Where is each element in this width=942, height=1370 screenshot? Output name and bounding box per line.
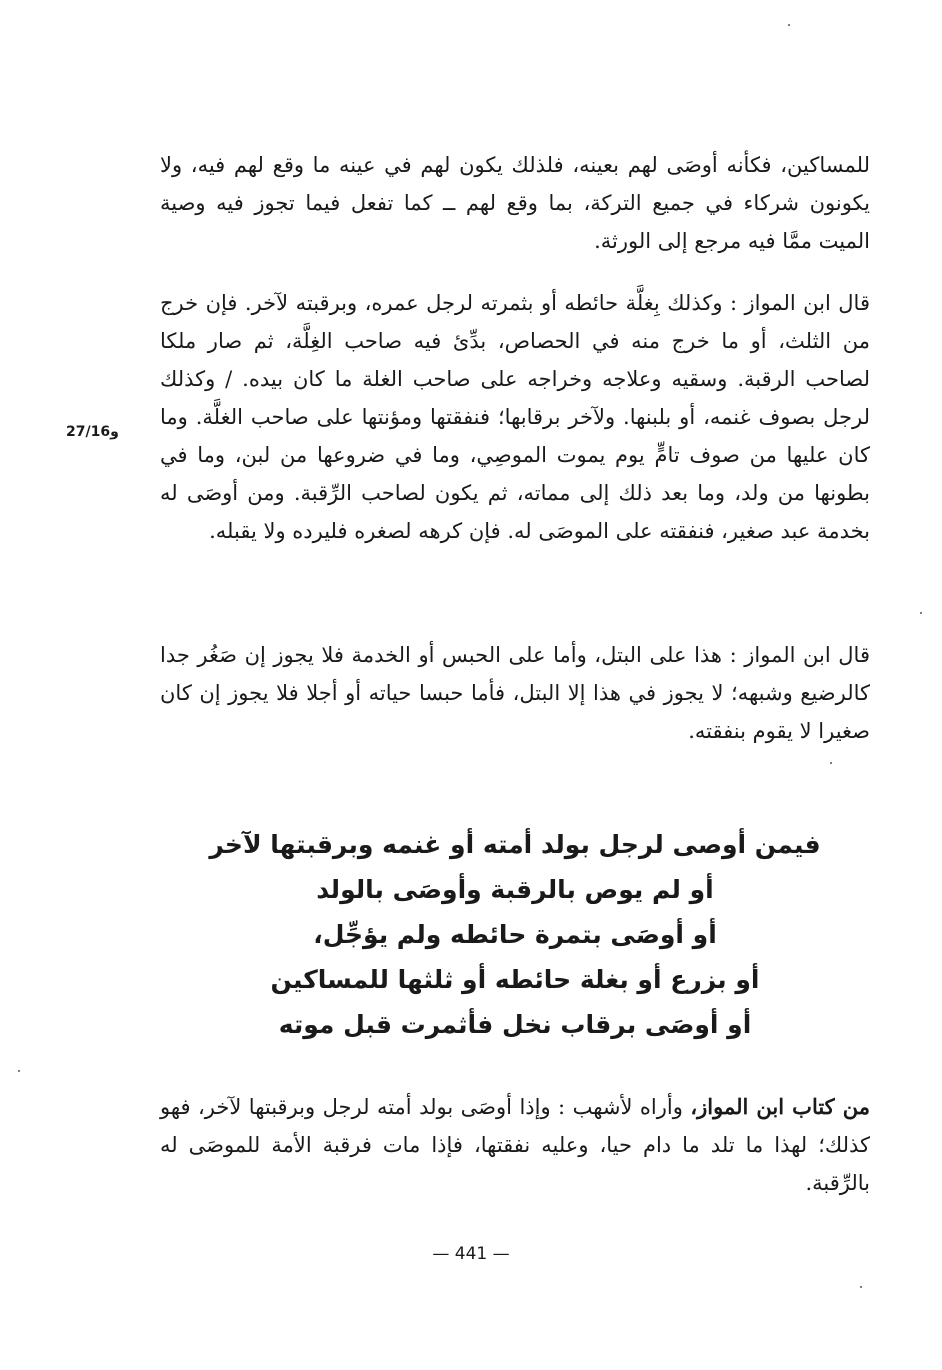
paragraph-3: قال ابن المواز : هذا على البتل، وأما على الحبس أو الخدمة فلا يجوز إن صَغُر جدا كالرضيع وشبهه؛ لا يجوز في هذا إلا البتل، فأما حبسا حياته أو أجلا فلا يجوز إن كان صغيرا لا يقوم بنفقته.: [160, 643, 870, 743]
speck: [830, 762, 832, 764]
heading-line-1: فيمن أوصى لرجل بولد أمته أو غنمه وبرقبتها لآخر: [209, 830, 821, 859]
heading-line-3: أو أوصَى بتمرة حائطه ولم يؤجِّل،: [313, 920, 717, 949]
folio-margin-note: 27/16و: [66, 424, 119, 440]
paragraph-4-body: وأراه لأشهب : وإذا أوصَى بولد أمته لرجل وبرقبتها لآخر، فهو كذلك؛ لهذا ما تلد ما دام حيا، وعليه نفقتها، فإذا مات فرقبة الأمة للموصَى له بالرِّقبة.: [160, 1095, 870, 1195]
heading-line-2: أو لم يوص بالرقبة وأوصَى بالولد: [316, 875, 714, 904]
speck: [860, 1286, 862, 1288]
speck: [920, 612, 922, 614]
page-number: — 441 —: [432, 1244, 510, 1264]
paragraph-2: قال ابن المواز : وكذلك بِغلَّة حائطه أو بثمرته لرجل عمره، وبرقبته لآخر. فإن خرج من الثلث، أو ما خرج منه في الحصاص، بدِّئ فيه صاحب الغِلَّة، ثم صار ملكا لصاحب الرقبة. وسقيه وعلاجه وخراجه على صاحب الغلة ما كان بيده. / وكذلك لرجل بصوف غنمه، أو بلبنها. ولآخر برقابها؛ فنفقتها ومؤنتها على صاحب الغلَّة. وما كان عليها من صوف تامٍّ يوم يموت الموصِي، وما في ضروعها من لبن، وما في بطونها من ولد، وما بعد ذلك إلى مماته، ثم يكون لصاحب الرِّقبة. ومن أوصَى له بخدمة عبد صغير، فنفقته على الموصَى له. فإن كرهه لصغره فليرده ولا يقبله.: [160, 291, 870, 543]
source-citation: من كتاب ابن المواز،: [690, 1094, 871, 1119]
speck: [18, 1070, 20, 1072]
section-heading: [160, 822, 870, 1047]
speck: [788, 24, 790, 26]
heading-line-4: أو بزرع أو بغلة حائطه أو ثلثها للمساكين: [270, 965, 760, 994]
paragraph-1: للمساكين، فكأنه أوصَى لهم بعينه، فلذلك يكون لهم في عينه ما وقع لهم فيه، ولا يكونون شركاء في جميع التركة، بما وقع لهم ــ كما تفعل فيما تجوز فيه وصية الميت ممَّا فيه مرجع إلى الورثة.: [160, 153, 870, 253]
paragraph-4: [160, 1088, 870, 1202]
heading-line-5: أو أوصَى برقاب نخل فأثمرت قبل موته: [278, 1010, 752, 1039]
